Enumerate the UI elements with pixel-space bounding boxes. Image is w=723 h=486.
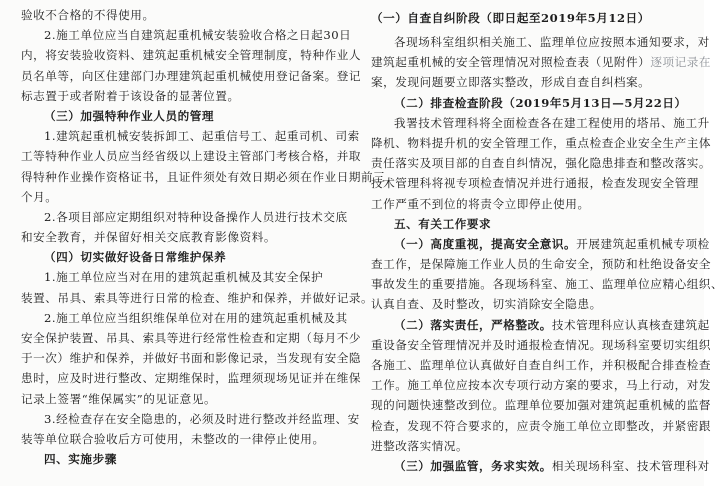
body-text: 内，将安装验收资料、建筑起重机械安全管理制度，特种作业人 bbox=[21, 48, 362, 63]
body-text: 得特种作业操作资格证书，且证件须处有效日期必须在作业日期前三 bbox=[21, 169, 386, 184]
body-text: 查工作，是保障施工作业人员的生命安全，预防和杜绝设备安全 bbox=[371, 257, 712, 272]
left_column-line bbox=[21, 328, 362, 348]
right_column-line bbox=[371, 194, 689, 214]
left_column-line bbox=[21, 106, 347, 126]
left_column-line bbox=[21, 288, 374, 308]
body-text: 2.各项目部应定期组织对特种设备操作人员进行技术交底 bbox=[44, 209, 348, 224]
right_column-line bbox=[371, 254, 712, 274]
left_column-line bbox=[21, 227, 347, 247]
body-text: 和安全教育，并保留好相关交底教育影像资料。 bbox=[21, 230, 277, 245]
left_column-line bbox=[21, 389, 347, 409]
body-text: 建筑起重机械的安全管理情况对照检查表（见附件） bbox=[371, 55, 651, 70]
left_column-line bbox=[21, 207, 347, 227]
left_column-line bbox=[21, 25, 352, 45]
left_column-line bbox=[21, 449, 347, 469]
right_column-line bbox=[371, 355, 712, 375]
right_column-line bbox=[371, 93, 689, 113]
right_column-line bbox=[371, 153, 712, 173]
right_column-line bbox=[371, 32, 710, 52]
body-text: 重设备安全管理情况并及时通报检查情况。现场科室要切实组织 bbox=[371, 337, 712, 352]
body-text: 检查，发现不符合要求的，应责令施工单位立即整改，并紧密跟 bbox=[371, 418, 712, 433]
right_column-line bbox=[371, 315, 710, 335]
body-text: 技术管理科将视专项检查情况并进行通报，检查发现安全管理 bbox=[371, 176, 699, 191]
right_column-line bbox=[371, 274, 723, 294]
body-text: 装等单位联合验收后方可使用，未整改的一律停止使用。 bbox=[21, 431, 325, 446]
right_column-line bbox=[371, 214, 689, 234]
body-text: 1.施工单位应当对在用的建筑起重机械及其安全保护 bbox=[44, 270, 324, 285]
bold-text: （一）高度重视，提高安全意识。 bbox=[394, 236, 577, 251]
body-text: 工作严重不到位的将责令立即停止使用。 bbox=[371, 196, 590, 211]
body-text: 于一次）维护和保养，并做好书面和影像记录，当发现有安全隐 bbox=[21, 351, 362, 366]
body-text: 患时，应及时进行整改、定期维保时，监理须现场见证并在维保 bbox=[21, 371, 362, 386]
body-text: 验收不合格的不得使用。 bbox=[21, 8, 155, 22]
right_column-line bbox=[371, 72, 689, 92]
right_column-line bbox=[371, 173, 699, 193]
body-text: 相关现场科室、技术管理科对 bbox=[551, 458, 710, 473]
body-text: 降机、物料提升机的安全管理工作，重点检查企业安全生产主体 bbox=[371, 135, 712, 150]
bold-text: 五、有关工作要求 bbox=[394, 216, 492, 231]
body-text: 现的问题快速整改到位。监理单位要加强对建筑起重机械的监督 bbox=[371, 398, 712, 413]
left-column bbox=[21, 5, 386, 486]
right_column-line bbox=[371, 375, 712, 395]
left_column-line bbox=[21, 267, 347, 287]
body-text: 2.施工单位应当自建筑起重机械安装验收合格之日起30日 bbox=[44, 28, 352, 43]
body-text: 认真自查、及时整改，切实消除安全隐患。 bbox=[371, 297, 602, 312]
left_column-line bbox=[21, 348, 362, 368]
body-text: 各施工、监理单位认真做好自查自纠工作，并积极配合排查检查 bbox=[371, 358, 712, 372]
right_column-line bbox=[371, 436, 689, 456]
left_column-line bbox=[21, 187, 347, 207]
right_column-line bbox=[371, 234, 710, 254]
body-text: 开展建筑起重机械专项检 bbox=[576, 236, 710, 251]
body-text: 标志置于或者附着于该设备的显著位置。 bbox=[21, 88, 240, 103]
bold-text: 四、实施步骤 bbox=[44, 452, 117, 467]
bold-text: （二）排查检查阶段（2019年5月13日—5月22日） bbox=[394, 95, 687, 110]
bold-text: （四）切实做好设备日常维护保养 bbox=[44, 250, 227, 265]
right_column-line bbox=[371, 416, 712, 436]
bold-text: （三）加强特种作业人员的管理 bbox=[44, 108, 215, 123]
left_column-line bbox=[21, 146, 362, 166]
right_column-line bbox=[371, 52, 712, 72]
right_column-line bbox=[371, 133, 712, 153]
right_column-line bbox=[371, 456, 710, 476]
left_column-line bbox=[21, 45, 362, 65]
left_column-line bbox=[21, 409, 360, 429]
body-text: 技术管理科应认真核查建筑起 bbox=[551, 317, 710, 332]
left_column-line bbox=[21, 429, 347, 449]
faded-text: 逐项记录在 bbox=[650, 55, 712, 70]
left_column-line bbox=[21, 247, 347, 267]
body-text: 工作。施工单位应按本次专项行动方案的要求，马上行动，对发 bbox=[371, 378, 712, 393]
left_column-line bbox=[21, 167, 386, 187]
left_column-line bbox=[21, 126, 360, 146]
body-text: 2.施工单位应当组织维保单位对在用的建筑起重机械及其 bbox=[44, 310, 348, 325]
right_column-line bbox=[371, 335, 712, 355]
left_column-line bbox=[21, 86, 347, 106]
body-text: 事故发生的重要措施。各现场科室、施工、监理单位应精心组织、 bbox=[371, 277, 723, 292]
body-text: 员名单等，向区住建部门办理建筑起重机械使用登记备案。登记 bbox=[21, 68, 362, 83]
bold-text: （二）落实责任，严格整改。 bbox=[394, 317, 552, 332]
left_column-line bbox=[21, 368, 362, 388]
right_column-line bbox=[371, 294, 689, 314]
body-text: 各现场科室组织相关施工、监理单位应按照本通知要求，对 bbox=[394, 35, 710, 49]
right_column-line bbox=[371, 395, 712, 415]
body-text: 记录上签署“维保属实”的见证意见。 bbox=[21, 391, 217, 406]
body-text: 责任落实及项目部的自查自纠情况，强化隐患排查和整改落实。 bbox=[371, 156, 712, 171]
body-text: 1.建筑起重机械安装拆卸工、起重信号工、起重司机、司索 bbox=[44, 129, 360, 144]
left_column-line bbox=[21, 308, 347, 328]
body-text: 案，发现问题要立即落实整改，形成自查自纠档案。 bbox=[371, 75, 651, 90]
body-text: 装置、吊具、索具等进行日常的检查、维护和保养，并做好记录。 bbox=[21, 290, 374, 305]
body-text: 3.经检查存在安全隐患的，必须及时进行整改并经监理、安 bbox=[44, 411, 360, 426]
bold-text: （三）加强监管，务求实效。 bbox=[394, 458, 552, 473]
left_column-line bbox=[21, 5, 347, 25]
body-text: 安全保护装置、吊具、索具等进行经常性检查和定期（每月不少 bbox=[21, 331, 362, 345]
body-text: 个月。 bbox=[21, 189, 58, 204]
right-column bbox=[371, 32, 723, 486]
left_column-line bbox=[21, 66, 362, 86]
body-text: 工等特种作业人员应当经省级以上建设主管部门考核合格，并取 bbox=[21, 149, 362, 164]
body-text: 进整改落实情况。 bbox=[371, 438, 469, 453]
right_column-line bbox=[371, 113, 710, 133]
body-text: 我署技术管理科将全面检查各在建工程使用的塔吊、施工升 bbox=[394, 115, 710, 130]
section-heading-self-check: （一）自查自纠阶段（即日起至2019年5月12日） bbox=[371, 11, 650, 25]
